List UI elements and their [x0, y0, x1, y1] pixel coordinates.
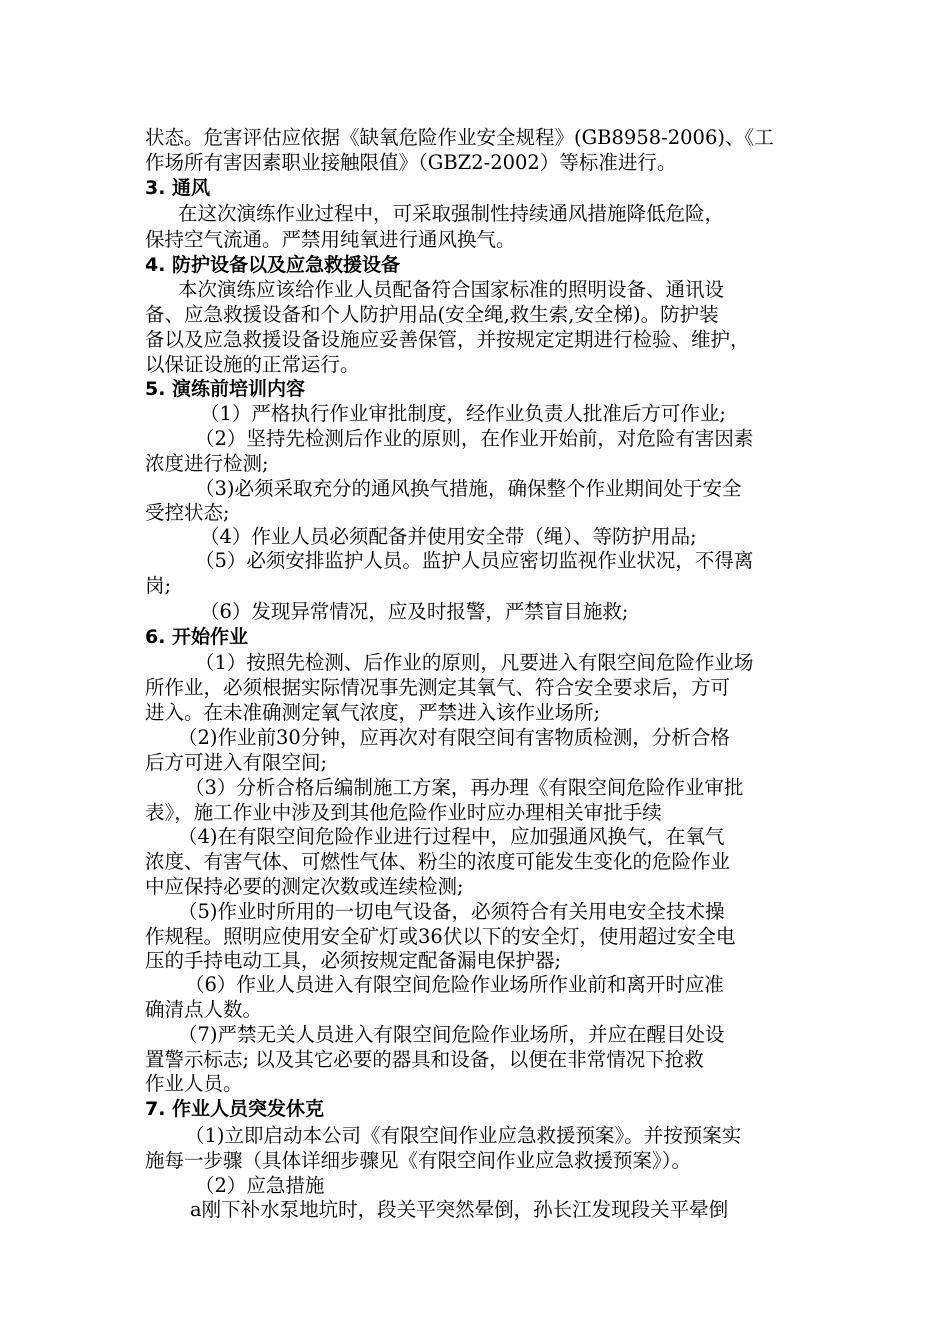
list-item: （6）作业人员进入有限空间危险作业场所作业前和离开时应准 — [185, 973, 724, 996]
list-item: （1）按照先检测、后作业的原则，凡要进入有限空间危险作业场 — [195, 651, 754, 674]
list-item: （5）必须安排监护人员。监护人员应密切监视作业状况，不得离 — [195, 549, 754, 572]
text-line: 置警示标志; 以及其它必要的器具和设备，以便在非常情况下抢救 — [145, 1048, 704, 1071]
section-heading-5: 5. 演练前培训内容 — [145, 378, 306, 400]
text-line: 保持空气流通。严禁用纯氧进行通风换气。 — [145, 228, 516, 251]
text-line: 作场所有害因素职业接触限值》（GBZ2-2002）等标准进行。 — [145, 151, 677, 174]
list-item: （4）作业人员必须配备并使用安全带（绳）、等防护用品; — [200, 525, 697, 548]
list-item: （5)作业时所用的一切电气设备，必须符合有关用电安全技术操 — [178, 900, 725, 923]
text-line: 后方可进入有限空间; — [145, 751, 328, 774]
text-line: 所作业，必须根据实际情况事先测定其氧气、符合安全要求后，方可 — [145, 676, 731, 699]
text-line: 作规程。照明应使用安全矿灯或36伏以下的安全灯，使用超过安全电 — [145, 925, 736, 948]
section-heading-7: 7. 作业人员突发休克 — [145, 1098, 325, 1120]
list-item: （1）严格执行作业审批制度，经作业负责人批准后方可作业; — [200, 402, 726, 425]
list-item: （3)必须采取充分的通风换气措施，确保整个作业期间处于安全 — [195, 477, 742, 500]
text-line: a刚下补水泵地坑时，段关平突然晕倒，孙长江发现段关平晕倒 — [190, 1198, 729, 1221]
text-line: 备以及应急救援设备设施应妥善保管，并按规定定期进行检验、维护， — [145, 328, 750, 351]
text-line: 浓度进行检测; — [145, 452, 269, 475]
list-item: （2）应急措施 — [195, 1174, 325, 1197]
text-line: 岗; — [145, 574, 172, 597]
text-line: 确清点人数。 — [145, 998, 263, 1021]
section-heading-3: 3. 通风 — [145, 177, 211, 199]
list-item: （6）发现异常情况，应及时报警，严禁盲目施救; — [200, 600, 629, 623]
list-item: （1)立即启动本公司《有限空间作业应急救援预案》。并按预案实 — [185, 1124, 742, 1147]
text-line: 以保证设施的正常运行。 — [145, 353, 360, 376]
text-line: 进入。在未准确测定氧气浓度，严禁进入该作业场所; — [145, 701, 601, 724]
list-item: （2）坚持先检测后作业的原则，在作业开始前，对危险有害因素 — [195, 427, 754, 450]
text-line: 施每一步骤（具体详细步骤见《有限空间作业应急救援预案》）。 — [145, 1149, 692, 1172]
text-line: 备、应急救援设备和个人防护用品(安全绳,救生索,安全梯)。防护装 — [145, 303, 719, 326]
text-line: 受控状态; — [145, 501, 230, 524]
section-heading-4: 4. 防护设备以及应急救援设备 — [145, 254, 401, 276]
text-line: 本次演练应该给作业人员配备符合国家标准的照明设备、通讯设 — [178, 278, 725, 301]
text-line: 中应保持必要的测定次数或连续检测; — [145, 875, 464, 898]
text-line: 表》，施工作业中涉及到其他危险作业时应办理相关审批手续 — [145, 801, 662, 824]
text-line: 浓度、有害气体、可燃性气体、粉尘的浓度可能发生变化的危险作业 — [145, 850, 731, 873]
section-heading-6: 6. 开始作业 — [145, 626, 249, 648]
text-line: 在这次演练作业过程中，可采取强制性持续通风措施降低危险， — [178, 202, 725, 225]
text-line: 状态。危害评估应依据《缺氧危险作业安全规程》(GB8958-2006)、《工 — [145, 126, 774, 149]
list-item: （4)在有限空间危险作业进行过程中，应加强通风换气，在氧气 — [178, 825, 725, 848]
text-line: 压的手持电动工具，必须按规定配备漏电保护器; — [145, 949, 562, 972]
list-item: （3）分析合格后编制施工方案，再办理《有限空间危险作业审批 — [185, 776, 744, 799]
text-line: 作业人员。 — [145, 1072, 243, 1095]
list-item: （7)严禁无关人员进入有限空间危险作业场所，并应在醒目处设 — [178, 1023, 725, 1046]
list-item: （2)作业前30分钟，应再次对有限空间有害物质检测，分析合格 — [178, 726, 730, 749]
